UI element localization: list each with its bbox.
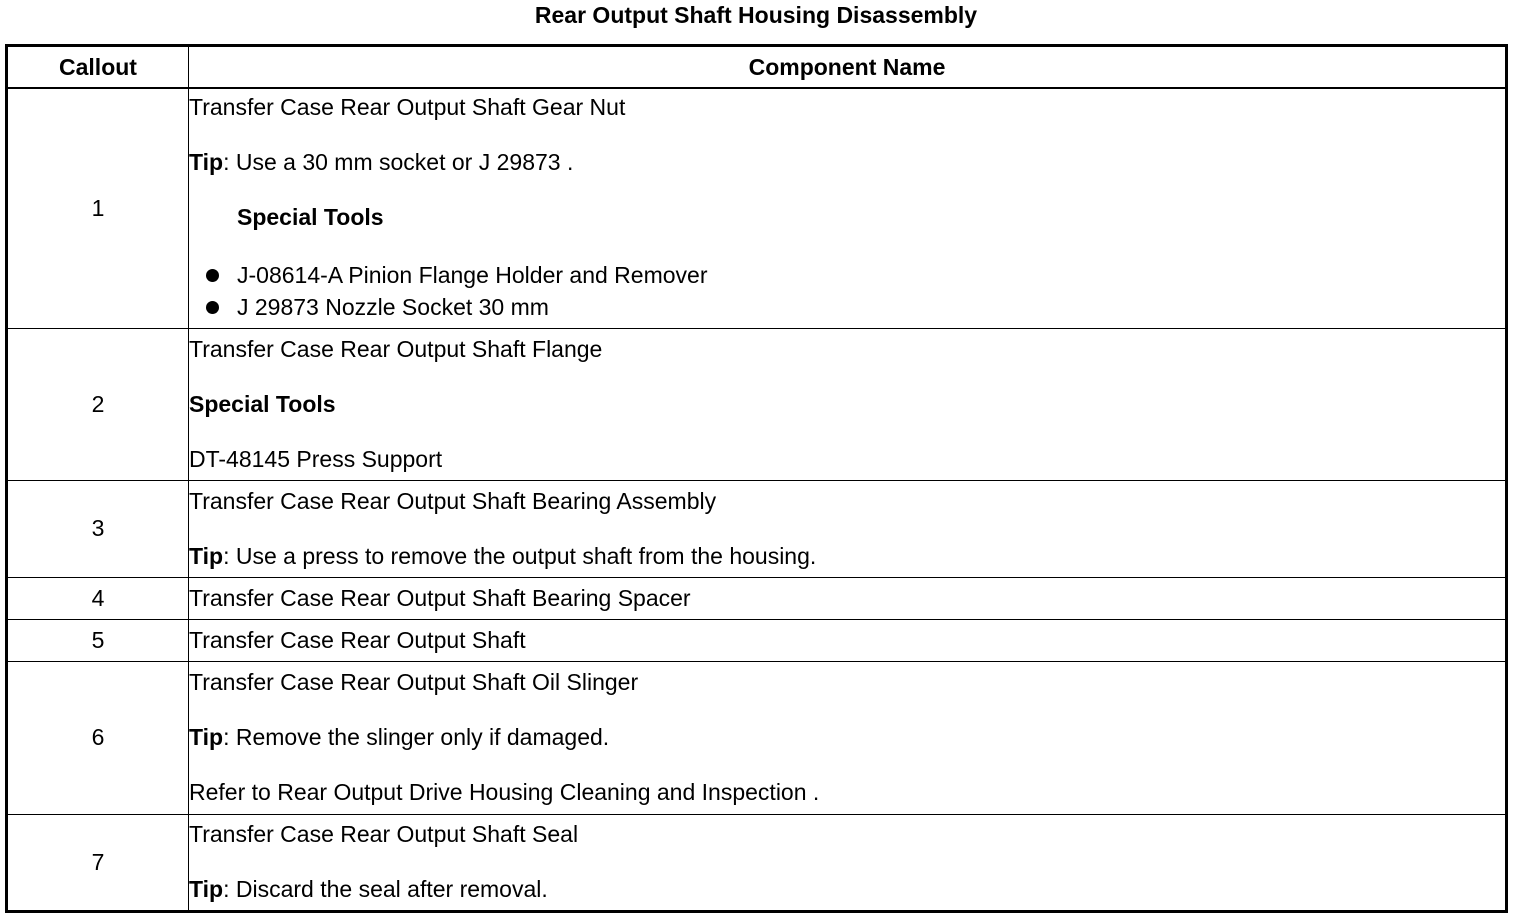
list-item: [189, 291, 1505, 323]
special-tools-heading: Special Tools: [237, 203, 384, 230]
bullet-icon: [206, 269, 219, 282]
header-component-name: Component Name: [189, 46, 1507, 89]
header-callout: Callout: [7, 46, 189, 89]
table-row: [7, 619, 1507, 661]
component-name: Transfer Case Rear Output Shaft Gear Nut: [189, 93, 626, 120]
table-header-row: [7, 46, 1507, 89]
table-row: [7, 88, 1507, 328]
component-cell: [189, 577, 1507, 619]
tip-line: [189, 876, 1505, 903]
table-row: [7, 661, 1507, 814]
callout-cell: 3: [7, 480, 189, 577]
components-table: [5, 44, 1508, 913]
component-cell: [189, 480, 1507, 577]
tip-line: [189, 724, 1505, 751]
tip-label: Tip: [189, 542, 224, 569]
list-item: [189, 259, 1505, 291]
component-cell: [189, 661, 1507, 814]
callout-cell: 6: [7, 661, 189, 814]
component-name: Transfer Case Rear Output Shaft Bearing Spacer: [189, 584, 691, 611]
tip-text: : Use a 30 mm socket or J 29873 .: [223, 148, 574, 175]
callout-cell: 7: [7, 814, 189, 911]
component-cell: [189, 328, 1507, 480]
tool-name: DT-48145 Press Support: [189, 445, 443, 472]
tip-text: : Remove the slinger only if damaged.: [223, 724, 610, 750]
tip-text: : Discard the seal after removal.: [223, 876, 548, 902]
page-title: Rear Output Shaft Housing Disassembly: [534, 2, 978, 28]
component-name: Transfer Case Rear Output Shaft Flange: [189, 335, 603, 362]
tool-name: J-08614-A Pinion Flange Holder and Remover: [237, 261, 708, 288]
callout-cell: 5: [7, 619, 189, 661]
tip-line: [189, 543, 1505, 570]
special-tools-list: [189, 259, 1505, 323]
tip-label: Tip: [189, 724, 224, 750]
bullet-icon: [206, 301, 219, 314]
table-row: [7, 814, 1507, 911]
table-row: [7, 480, 1507, 577]
table-row: [7, 577, 1507, 619]
tip-text: : Use a press to remove the output shaft from the housing.: [223, 542, 817, 569]
component-name: Transfer Case Rear Output Shaft Bearing Assembly: [189, 487, 717, 514]
component-cell: [189, 814, 1507, 911]
tool-name: J 29873 Nozzle Socket 30 mm: [237, 293, 549, 320]
table-row: [7, 328, 1507, 480]
callout-cell: 1: [7, 88, 189, 328]
tip-label: Tip: [189, 148, 224, 175]
special-tools-heading: Special Tools: [189, 390, 336, 417]
tip-line: [189, 149, 1505, 176]
component-cell: [189, 619, 1507, 661]
component-cell: [189, 88, 1507, 328]
component-name: Transfer Case Rear Output Shaft: [189, 626, 526, 653]
reference-text: Refer to Rear Output Drive Housing Cleaning and Inspection .: [189, 779, 820, 805]
component-name: Transfer Case Rear Output Shaft Oil Slinger: [189, 669, 639, 695]
callout-cell: 4: [7, 577, 189, 619]
component-name: Transfer Case Rear Output Shaft Seal: [189, 821, 579, 847]
tip-label: Tip: [189, 876, 224, 902]
callout-cell: 2: [7, 328, 189, 480]
